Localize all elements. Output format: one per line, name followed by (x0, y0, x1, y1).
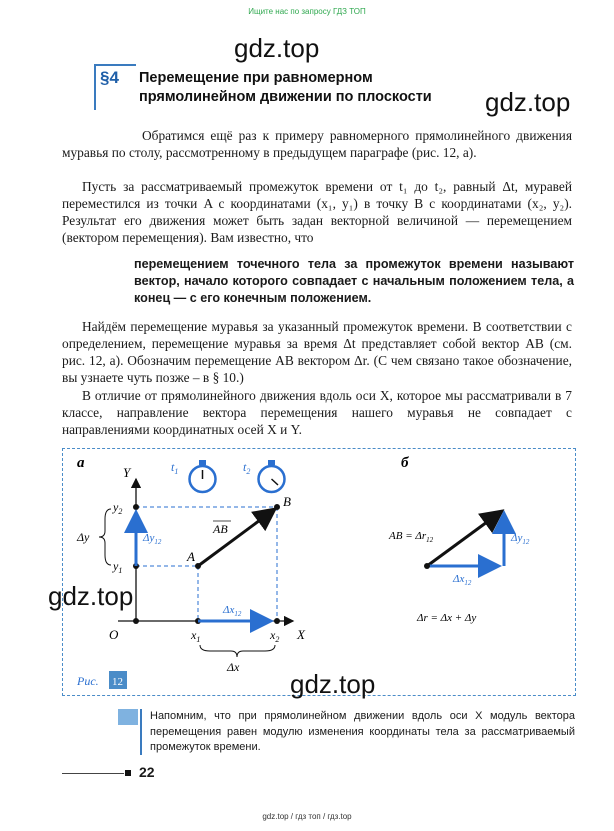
section-number: §4 (100, 68, 119, 87)
page-rule (62, 773, 124, 774)
stopwatch-t1-icon (190, 460, 216, 492)
paragraph-4: В отличие от прямолинейного движения вдоль оси X, которое мы рассматривали в 7 классе, направление вектора перемещения нашего муравья не совпадает с направлениями координатных осей X и Y. (62, 388, 572, 437)
caption-number: 12 (112, 676, 123, 688)
point-b-label: B (283, 494, 291, 509)
origin-label: O (109, 627, 119, 642)
t2-label: $t_2$ (243, 460, 251, 476)
bottom-link[interactable]: gdz.top / гдз топ / гдз.top (262, 812, 352, 821)
figure-12 (62, 448, 576, 696)
watermark: gdz.top (48, 581, 134, 611)
dx-label: Δx (227, 660, 240, 674)
x2-label: $x_2$ (270, 628, 280, 644)
y-axis-label: Y (123, 465, 131, 480)
note-icon (118, 709, 138, 725)
paragraph-3: Найдём перемещение муравья за указанный промежуток времени. В соответствии с определением, перемещение муравья за время Δt представляет собой вектор AB (см. рис. 12, а). Обозначим перемещение AB вектором Δr. (С чем связано такое обозначение, вы узнаете чуть позже – в § 10.) (62, 319, 572, 385)
caption-prefix: Рис. (77, 674, 99, 688)
x-axis-label: X (297, 627, 305, 642)
watermark: gdz.top (234, 33, 320, 63)
section-title (139, 69, 469, 107)
dx12-b-label: $\Delta x_{12}$ (453, 573, 472, 587)
vector-ab (198, 509, 275, 566)
y2-label: $y_2$ (113, 500, 123, 516)
dy12-label: $\Delta y_{12}$ (143, 532, 162, 546)
dy12-b-label: $\Delta y_{12}$ (511, 532, 530, 546)
y1-label: $y_1$ (113, 559, 123, 575)
vector-dr12-b (427, 511, 502, 566)
note-text: Напомним, что при прямолинейном движении вдоль оси X модуль вектора перемещения равен модулю изменения координаты тела за рассматриваемый промежуток времени. (150, 710, 575, 753)
dy-brace (99, 509, 111, 565)
section-title-line2: прямолинейном движении по плоскости (139, 89, 432, 105)
paragraph-2: Пусть за рассматриваемый промежуток времени от t₁ до t₂, равный Δt, муравей переместился из точки A с координатами (x₁, y₁) в точку B с координатами (x₂, y₂). Результат его движения может быть задан векторной величиной — перемещением (вектором перемещения). Вам известно, что (62, 179, 572, 245)
page-marker (125, 770, 131, 776)
vector-ab-label: AB (213, 522, 228, 536)
top-link[interactable]: Ищите нас по запросу ГДЗ ТОП (248, 7, 366, 16)
point-x2 (274, 618, 280, 624)
dx-brace (200, 645, 275, 657)
point-y2 (133, 504, 139, 510)
t1-label: $t_1$ (171, 460, 179, 476)
eq-sum: Δr = Δx + Δy (417, 612, 477, 624)
panel-a-label: а (77, 455, 85, 471)
definition: перемещением точечного тела за промежуток времени называют вектор, начало которого совпадает с начальным положением тела, а конец — с его конечным положением. (134, 257, 574, 305)
panel-b-label: б (401, 455, 409, 471)
point-b (274, 504, 280, 510)
page-number: 22 (139, 764, 155, 780)
figure-svg (63, 449, 575, 695)
point-start-b (424, 563, 430, 569)
watermark: gdz.top (485, 87, 571, 117)
note-bar (140, 709, 142, 755)
point-a (195, 563, 201, 569)
point-origin (133, 618, 139, 624)
x1-label: $x_1$ (191, 628, 201, 644)
dy-label: Δy (77, 530, 90, 544)
paragraph-1: Обратимся ещё раз к примеру равномерного прямолинейного движения муравья по столу, рассмотренному в предыдущем параграфе (рис. 12, а). (62, 128, 572, 160)
dx12-label: $\Delta x_{12}$ (223, 604, 242, 618)
watermark: gdz.top (290, 669, 376, 699)
section-title-line1: Перемещение при равномерном (139, 70, 373, 86)
stopwatch-t2-icon (259, 460, 285, 492)
point-a-label: A (187, 549, 195, 564)
eq-left: AB = $\Delta r_{12}$ (389, 530, 434, 544)
